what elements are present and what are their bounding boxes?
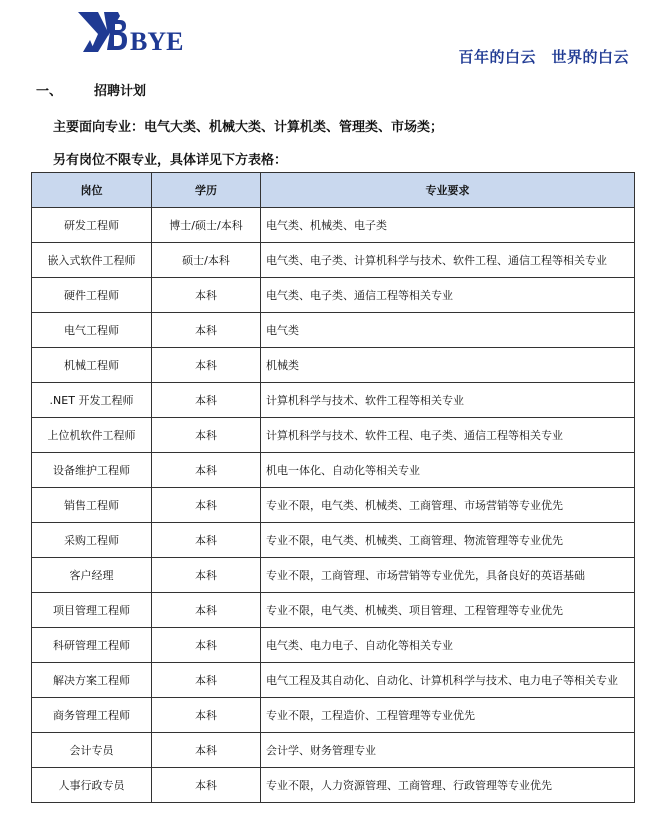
education-cell: 本科	[152, 278, 261, 313]
header-major-requirement: 专业要求	[261, 173, 635, 208]
education-cell: 本科	[152, 593, 261, 628]
table-row	[32, 663, 635, 698]
intro-note: 另有岗位不限专业，具体详见下方表格：	[53, 153, 288, 168]
section-title: 招聘计划	[94, 84, 147, 99]
table-row	[32, 313, 635, 348]
table-header-row	[32, 173, 635, 208]
position-cell: 硬件工程师	[32, 278, 152, 313]
table-row	[32, 488, 635, 523]
table-row	[32, 628, 635, 663]
position-cell: 嵌入式软件工程师	[32, 243, 152, 278]
table-row	[32, 558, 635, 593]
requirement-cell: 专业不限，工程造价、工程管理等专业优先	[261, 698, 635, 733]
slogan: 百年的白云 世界的白云	[458, 48, 629, 66]
education-cell: 本科	[152, 628, 261, 663]
education-cell: 本科	[152, 453, 261, 488]
education-cell: 博士/硕士/本科	[152, 208, 261, 243]
logo-text: BYE	[130, 27, 184, 56]
table-row	[32, 208, 635, 243]
education-cell: 本科	[152, 488, 261, 523]
requirement-cell: 电气类、电子类、通信工程等相关专业	[261, 278, 635, 313]
position-cell: 电气工程师	[32, 313, 152, 348]
education-cell: 本科	[152, 523, 261, 558]
education-cell: 本科	[152, 348, 261, 383]
table-row	[32, 698, 635, 733]
education-cell: 本科	[152, 418, 261, 453]
table-row	[32, 453, 635, 488]
position-cell: 商务管理工程师	[32, 698, 152, 733]
table-row	[32, 243, 635, 278]
education-cell: 本科	[152, 733, 261, 768]
requirement-cell: 专业不限，电气类、机械类、项目管理、工程管理等专业优先	[261, 593, 635, 628]
bye-logo	[78, 12, 203, 60]
header-position: 岗位	[32, 173, 152, 208]
requirement-cell: 机电一体化、自动化等相关专业	[261, 453, 635, 488]
table-row	[32, 348, 635, 383]
requirement-cell: 专业不限，工商管理、市场营销等专业优先，具备良好的英语基础	[261, 558, 635, 593]
table-row	[32, 383, 635, 418]
section-number: 一、	[36, 84, 63, 99]
table-row	[32, 523, 635, 558]
header-education: 学历	[152, 173, 261, 208]
requirement-cell: 会计学、财务管理专业	[261, 733, 635, 768]
position-cell: 项目管理工程师	[32, 593, 152, 628]
position-cell: 客户经理	[32, 558, 152, 593]
education-cell: 本科	[152, 383, 261, 418]
requirement-cell: 电气类、电子类、计算机科学与技术、软件工程、通信工程等相关专业	[261, 243, 635, 278]
position-cell: 设备维护工程师	[32, 453, 152, 488]
position-cell: 上位机软件工程师	[32, 418, 152, 453]
requirement-cell: 专业不限，人力资源管理、工商管理、行政管理等专业优先	[261, 768, 635, 803]
requirement-cell: 专业不限，电气类、机械类、工商管理、物流管理等专业优先	[261, 523, 635, 558]
education-cell: 本科	[152, 663, 261, 698]
requirement-cell: 计算机科学与技术、软件工程、电子类、通信工程等相关专业	[261, 418, 635, 453]
education-cell: 本科	[152, 313, 261, 348]
recruitment-table	[31, 172, 635, 803]
section-heading	[36, 80, 146, 99]
intro-majors: 主要面向专业：电气大类、机械大类、计算机类、管理类、市场类；	[53, 120, 444, 135]
table-row	[32, 768, 635, 803]
requirement-cell: 电气工程及其自动化、自动化、计算机科学与技术、电力电子等相关专业	[261, 663, 635, 698]
requirement-cell: 机械类	[261, 348, 635, 383]
position-cell: 销售工程师	[32, 488, 152, 523]
requirement-cell: 电气类	[261, 313, 635, 348]
table-row	[32, 593, 635, 628]
education-cell: 本科	[152, 558, 261, 593]
position-cell: 采购工程师	[32, 523, 152, 558]
table-row	[32, 278, 635, 313]
position-cell: 科研管理工程师	[32, 628, 152, 663]
education-cell: 硕士/本科	[152, 243, 261, 278]
table-row	[32, 733, 635, 768]
position-cell: 人事行政专员	[32, 768, 152, 803]
position-cell: .NET 开发工程师	[32, 383, 152, 418]
requirement-cell: 专业不限，电气类、机械类、工商管理、市场营销等专业优先	[261, 488, 635, 523]
education-cell: 本科	[152, 768, 261, 803]
position-cell: 研发工程师	[32, 208, 152, 243]
position-cell: 机械工程师	[32, 348, 152, 383]
position-cell: 会计专员	[32, 733, 152, 768]
education-cell: 本科	[152, 698, 261, 733]
table-row	[32, 418, 635, 453]
requirement-cell: 电气类、机械类、电子类	[261, 208, 635, 243]
position-cell: 解决方案工程师	[32, 663, 152, 698]
requirement-cell: 电气类、电力电子、自动化等相关专业	[261, 628, 635, 663]
requirement-cell: 计算机科学与技术、软件工程等相关专业	[261, 383, 635, 418]
